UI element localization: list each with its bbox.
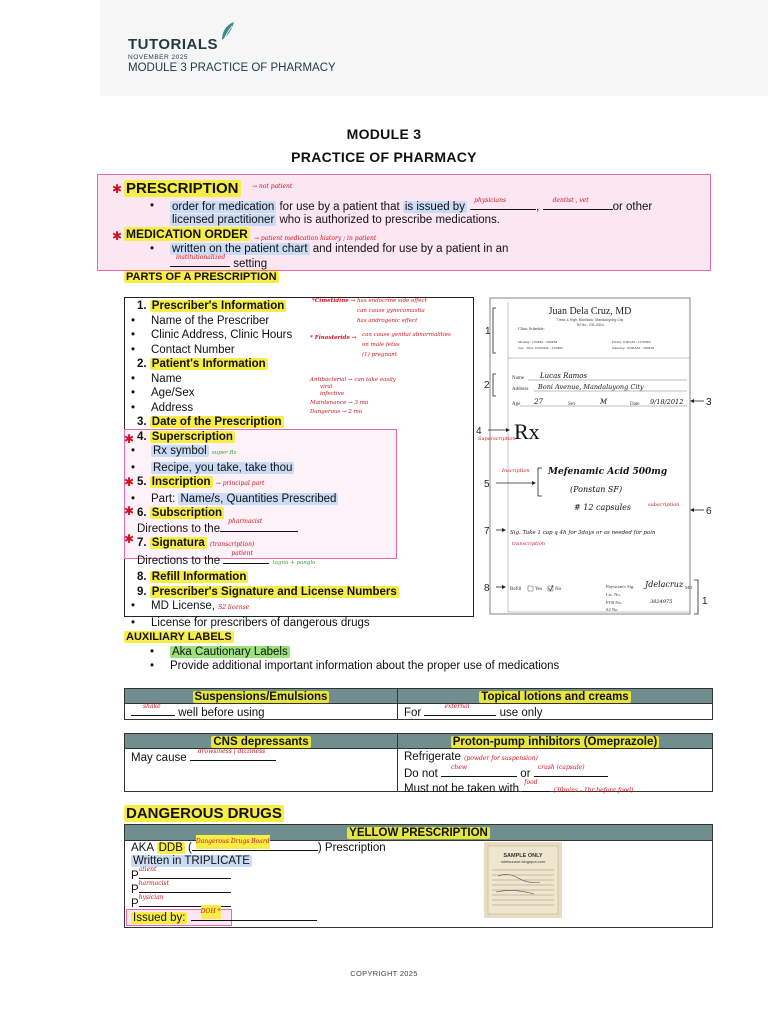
- part-subitem: • Contact Number: [151, 343, 399, 358]
- part-subitem: Directions to the pharmacist: [137, 521, 399, 537]
- part-subitem: • Clinic Address, Clinic Hours: [151, 328, 399, 343]
- part-subitem: Directions to the patient tagna + pangla: [137, 550, 316, 567]
- medication-order-def-line1: • written on the patient chart and intended for use by a patient in an: [170, 242, 508, 257]
- rx-address-label: Address: [512, 387, 529, 392]
- prescription-heading-note: → not patient: [252, 183, 293, 190]
- leaf-icon: [220, 20, 236, 47]
- sample-yellow-prescription-image: [484, 842, 562, 918]
- rx-sex-label: Sex: [568, 402, 576, 407]
- auxiliary-bullet-1: • Aka Cautionary Labels: [170, 645, 290, 660]
- part-item: 6. Subscription: [137, 507, 223, 519]
- table1-col2-cell: For external use only: [397, 703, 713, 720]
- rx-name-label: Name: [512, 376, 524, 381]
- part-subitem: • Name of the Prescriber: [151, 314, 399, 329]
- prescription-heading: PRESCRIPTION: [126, 180, 239, 197]
- ddb-pharmacist: P harmacist: [131, 882, 231, 898]
- parts-heading: PARTS OF A PRESCRIPTION: [126, 271, 277, 283]
- table2-col1-cell: May cause drowsiness | dizziness: [124, 748, 398, 792]
- rx-lic-no: Lic. No.: [606, 592, 621, 597]
- rx-schedule-3: Friday: 9:00AM - 12:00NN: [612, 340, 651, 344]
- page-title-line2: PRACTICE OF PHARMACY: [291, 149, 477, 165]
- note-cimetidine: *Cimetidine →: [312, 298, 356, 304]
- rx-name-value: Lucas Ramos: [540, 372, 588, 380]
- table2-col1-head: CNS depressants: [124, 733, 398, 749]
- dangerous-drugs-heading: DANGEROUS DRUGS: [126, 805, 282, 822]
- part-subitem: • Recipe, you take, take thou: [151, 461, 399, 476]
- table2-col2-head: Proton-pump inhibitors (Omeprazole): [397, 733, 713, 749]
- rx-note-superscription: Superscription: [478, 436, 516, 442]
- part-item: 2. Patient's Information: [137, 358, 266, 370]
- part-item: 5. Inscription → principal part: [137, 476, 265, 488]
- part-item: 8. Refill Information: [137, 571, 247, 583]
- table1-col1-cell: shake well before using: [124, 703, 398, 720]
- rx-schedule-4: Saturday: 10:00AM - 3:00PM: [612, 346, 655, 350]
- part-item: 9. Prescriber's Signature and License Numbers: [137, 585, 397, 598]
- rx-sig-md: MD: [685, 585, 693, 590]
- rx-address-value: Boni Avenue, Mandaluyong City: [538, 383, 644, 391]
- rx-label-1b: 1: [702, 596, 708, 607]
- rx-s2-no: S2 No.: [606, 607, 619, 612]
- table1-col1-head: Suspensions/Emulsions: [124, 688, 398, 704]
- rx-age-value: 27: [534, 398, 543, 406]
- yellow-prescription-head: YELLOW PRESCRIPTION: [124, 824, 713, 841]
- part-item: 7. Signatura (transcription): [137, 537, 255, 549]
- rx-clinic-schedule: Clinic Schedule:: [518, 326, 545, 331]
- rx-note-subscription: subscription: [648, 502, 680, 508]
- rx-label-4: 4: [476, 426, 482, 437]
- part-subitem: • License for prescribers of dangerous drugs: [151, 616, 399, 631]
- rx-ptr-value: 3824975: [650, 599, 673, 605]
- note-finasteride-detail: can cause genital abnormalities on male fetus (1) pregnant: [362, 332, 451, 358]
- rx-refill: Refill: [510, 587, 522, 592]
- ddb-physician: P hysician: [131, 896, 231, 912]
- table1-col2-head: Topical lotions and creams: [397, 688, 713, 704]
- rx-schedule-1: Monday: 1:00PM - 5:00PM: [518, 340, 557, 344]
- prescription-def-line1: • order for medication for use by a patient that is issued by physicians , dentist , vet or other: [170, 199, 652, 215]
- note-cimetidine-detail: has endocrine side effect can cause gynecomastia has androgenic effect: [357, 298, 427, 324]
- note-antibacterial: Antibacterial → can take easily viral infective Maintenance → 3 mo Dangerous → 2 mo: [310, 377, 396, 415]
- rx-label-3: 3: [706, 397, 712, 408]
- medication-order-heading: MEDICATION ORDER: [126, 227, 248, 241]
- rx-label-1: 1: [485, 326, 491, 337]
- part-item: 3. Date of the Prescription: [137, 416, 282, 428]
- rx-note-inscription: Inscription: [502, 468, 530, 474]
- prescription-def-line2: licensed practitioner who is authorized to prescribe medications.: [172, 214, 501, 226]
- ddb-patient: P atient: [131, 868, 231, 884]
- rx-clinic-address-2: Tel No.: 231-4324: [576, 323, 604, 327]
- part-item: 1. Prescriber's Information: [137, 300, 285, 312]
- rx-label-5: 5: [484, 479, 490, 490]
- page-title-line1: MODULE 3: [346, 126, 422, 142]
- star-mark: ✱: [124, 475, 135, 489]
- rx-drug: Mefenamic Acid 500mg: [548, 467, 668, 477]
- part-subitem: • Part: Name/s, Quantities Prescribed: [151, 492, 399, 507]
- star-mark: ✱: [112, 182, 123, 196]
- ddb-issued-by: Issued by: DOH *: [131, 910, 317, 926]
- rx-sig: Sig. Take 1 cap q 4h for 3days or as needed for pain: [510, 530, 656, 536]
- rx-clinic-address-1: Trese & High, Bonifacio, Mandaluyong City: [556, 318, 624, 322]
- rx-signature: Jdelacruz: [645, 580, 684, 589]
- rx-sex-value: M: [600, 398, 608, 406]
- sample-only-text: SAMPLE ONLY: [503, 853, 543, 859]
- ddb-triplicate: Written in TRIPLICATE: [133, 855, 250, 867]
- part-subitem: • Rx symbol super Rx: [151, 444, 399, 461]
- note-finasteride: * Finasteride →: [310, 335, 357, 341]
- rx-date-label: Date: [630, 402, 640, 407]
- rx-refill-no: No: [555, 587, 562, 592]
- part-subitem: • MD License, S2 license: [151, 599, 399, 616]
- sample-source-text: rxletsource.blogspot.com: [500, 859, 546, 864]
- parts-list: [137, 299, 399, 630]
- brand-logo-text: TUTORIALS: [128, 36, 219, 53]
- star-mark: ✱: [124, 504, 135, 518]
- star-mark: ✱: [124, 532, 135, 546]
- rx-label-6: 6: [706, 506, 712, 517]
- rx-schedule-2: Tue - Thur: 10:00AM - 3:00PM: [518, 346, 563, 350]
- rx-note-transcription: transcription: [512, 541, 545, 547]
- star-mark: ✱: [112, 229, 123, 243]
- part-item: 4. Superscription: [137, 430, 233, 443]
- part-subitem: • Age/Sex: [151, 386, 399, 401]
- rx-ptr-no: PTR No.: [606, 600, 623, 605]
- part-subitem: • Name: [151, 372, 399, 387]
- copyright: COPYRIGHT 2025: [350, 969, 418, 978]
- medication-order-note: → patient medication history ; in patient: [254, 235, 377, 242]
- rx-phys-sig: Physician's Sig.: [606, 584, 635, 589]
- rx-age-label: Age: [512, 402, 521, 407]
- rx-label-7: 7: [484, 526, 490, 537]
- rx-brand: (Ponstan SF): [570, 485, 623, 494]
- rx-label-8: 8: [484, 583, 490, 594]
- auxiliary-bullet-2: • Provide additional important information about the proper use of medications: [170, 659, 559, 674]
- rx-date-value: 9/18/2012: [650, 398, 684, 406]
- rx-doctor-name: Juan Dela Cruz, MD: [548, 306, 632, 317]
- rx-label-2: 2: [484, 380, 490, 391]
- sample-prescription-image: [476, 296, 712, 616]
- rx-symbol: Rx: [514, 419, 540, 444]
- rx-refill-yes: Yes: [535, 587, 543, 592]
- header-module-title: MODULE 3 PRACTICE OF PHARMACY: [128, 62, 336, 74]
- medication-order-def-line2: institutionalized setting: [170, 256, 267, 272]
- brand-date: NOVEMBER 2025: [128, 54, 188, 61]
- ddb-aka: AKA DDB ( Dangerous Drugs Board ) Prescription: [131, 840, 386, 856]
- star-mark: ✱: [124, 432, 135, 446]
- table2-col2-cell: Refrigerate (powder for suspension) Do not chew or crush (capsule) Must not be taken with food (30mins - 1hr before food): [397, 748, 713, 792]
- part-subitem: • Address: [151, 401, 399, 416]
- rx-qty: # 12 capsules: [574, 503, 631, 512]
- auxiliary-heading: AUXILIARY LABELS: [126, 631, 232, 643]
